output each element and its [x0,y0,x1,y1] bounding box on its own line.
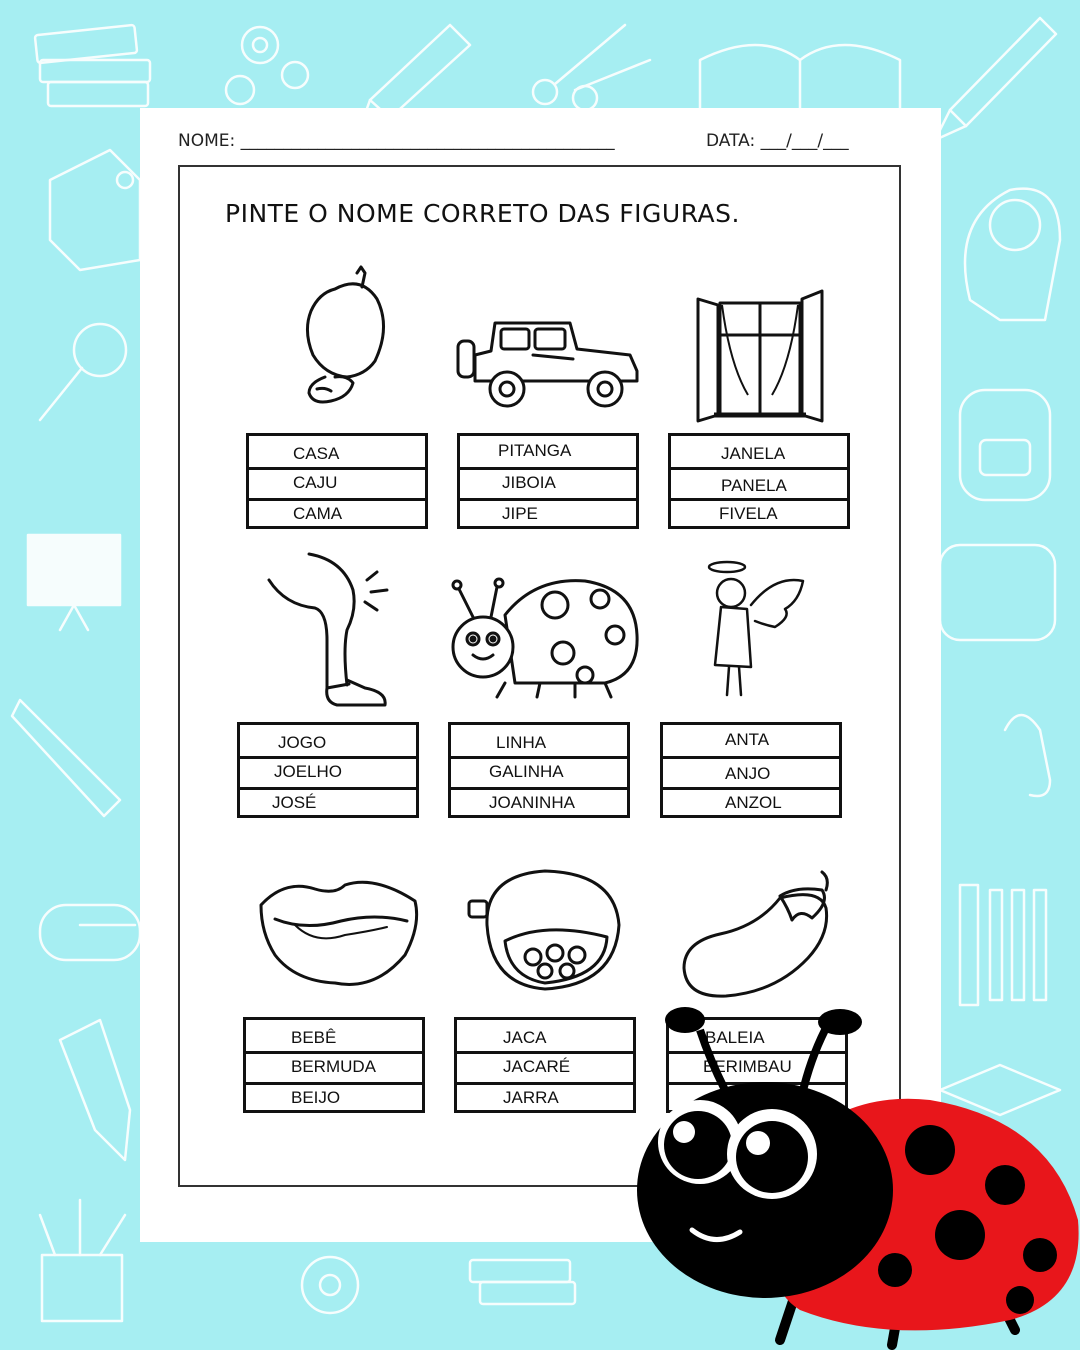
pencil-case-doodle-icon [40,905,140,960]
option-label: CAMA [293,504,343,523]
option-panela[interactable] [671,467,847,501]
option-label: LINHA [496,733,547,752]
sharpener-doodle-icon [50,150,140,270]
jeep-icon [455,315,645,410]
option-label: JARRA [503,1088,559,1107]
option-galinha[interactable] [451,756,627,790]
option-anta[interactable] [663,725,839,759]
option-label: BERIMBAU [703,1057,792,1076]
scissors-top-doodle-icon [533,25,650,110]
ladybug-icon [445,575,645,705]
eggplant-icon [680,868,835,1000]
options-box-ladybug [448,722,630,818]
option-fivela[interactable] [671,498,847,529]
option-label: ANTA [725,730,770,749]
option-beijo[interactable] [246,1082,422,1113]
books-doodle-icon [35,25,150,106]
pushpin-doodle-icon [40,324,126,420]
option-pitanga[interactable] [460,436,636,470]
head-brain-doodle-icon [965,189,1060,320]
options-box-window [668,433,850,529]
option-label: BEIJO [291,1088,341,1107]
backpack-doodle-icon [960,390,1050,500]
option-label: JIBOIA [502,473,556,492]
notebook-doodle-icon [700,45,900,110]
option-janela[interactable] [671,436,847,470]
option-cama[interactable] [249,498,425,529]
easel-doodle-icon [28,535,120,630]
option-label: GALINHA [489,762,564,781]
pencil-cup-doodle-icon [40,1200,125,1321]
options-box-cashew [246,433,428,529]
pen-left-doodle-icon [12,700,120,816]
options-box-jackfruit [454,1017,636,1113]
option-joaninha[interactable] [451,787,627,818]
option-label: JACA [503,1028,547,1047]
option-label: JACARÉ [503,1057,571,1076]
cartoon-ladybug-icon [630,1000,1080,1350]
options-box-angel [660,722,842,818]
option-jogo[interactable] [240,725,416,759]
option-label: BALEIA [705,1028,765,1047]
option-label: ANJO [725,764,771,783]
window-icon [690,285,830,425]
option-anzol[interactable] [663,787,839,818]
name-field-label: NOME: ____________________________________________ [178,131,615,151]
option-label: CASA [293,444,340,463]
pen-top-doodle-icon [935,18,1056,140]
option-label: JANELA [721,444,786,463]
gears-bottom-doodle-icon [302,1257,358,1313]
option-caju[interactable] [249,467,425,501]
option-bebe[interactable] [246,1020,422,1054]
option-label: ANZOL [725,793,782,812]
option-label: CAJU [293,473,338,492]
option-jarra[interactable] [457,1082,633,1113]
option-jiboia[interactable] [460,467,636,501]
option-jose[interactable] [240,787,416,818]
option-label: JOGO [278,733,327,752]
paperclip-doodle-icon [1005,715,1050,796]
option-label: JOANINHA [489,793,575,812]
eraser-doodle-icon [940,545,1055,640]
options-box-jeep [457,433,639,529]
option-label: JIPE [502,504,538,523]
option-label: PANELA [721,476,787,495]
option-jacare[interactable] [457,1051,633,1085]
option-bermuda[interactable] [246,1051,422,1085]
angel-icon [695,555,810,705]
knee-icon [265,550,395,715]
option-label: BERMUDA [291,1057,377,1076]
jackfruit-icon [465,865,625,995]
cashew-icon [295,265,395,410]
option-anjo[interactable] [663,756,839,790]
instruction-title: PINTE O NOME CORRETO DAS FIGURAS. [225,199,740,228]
rulers-doodle-icon [960,885,1046,1005]
option-jipe[interactable] [460,498,636,529]
option-casa[interactable] [249,436,425,470]
date-field-label: DATA: ___/___/___ [706,131,849,151]
option-linha[interactable] [451,725,627,759]
books-bottom-doodle-icon [470,1260,575,1304]
option-label: FIVELA [719,504,778,523]
options-box-lips [243,1017,425,1113]
gears-doodle-icon [226,27,308,104]
option-label: JOSÉ [272,793,317,812]
lips-icon [255,875,425,995]
option-label: PITANGA [498,441,572,460]
pencil-left-doodle-icon [60,1020,130,1160]
option-jaca[interactable] [457,1020,633,1054]
option-label: BEBÊ [291,1028,337,1047]
options-box-knee [237,722,419,818]
option-joelho[interactable] [240,756,416,790]
option-label: JOELHO [274,762,343,781]
